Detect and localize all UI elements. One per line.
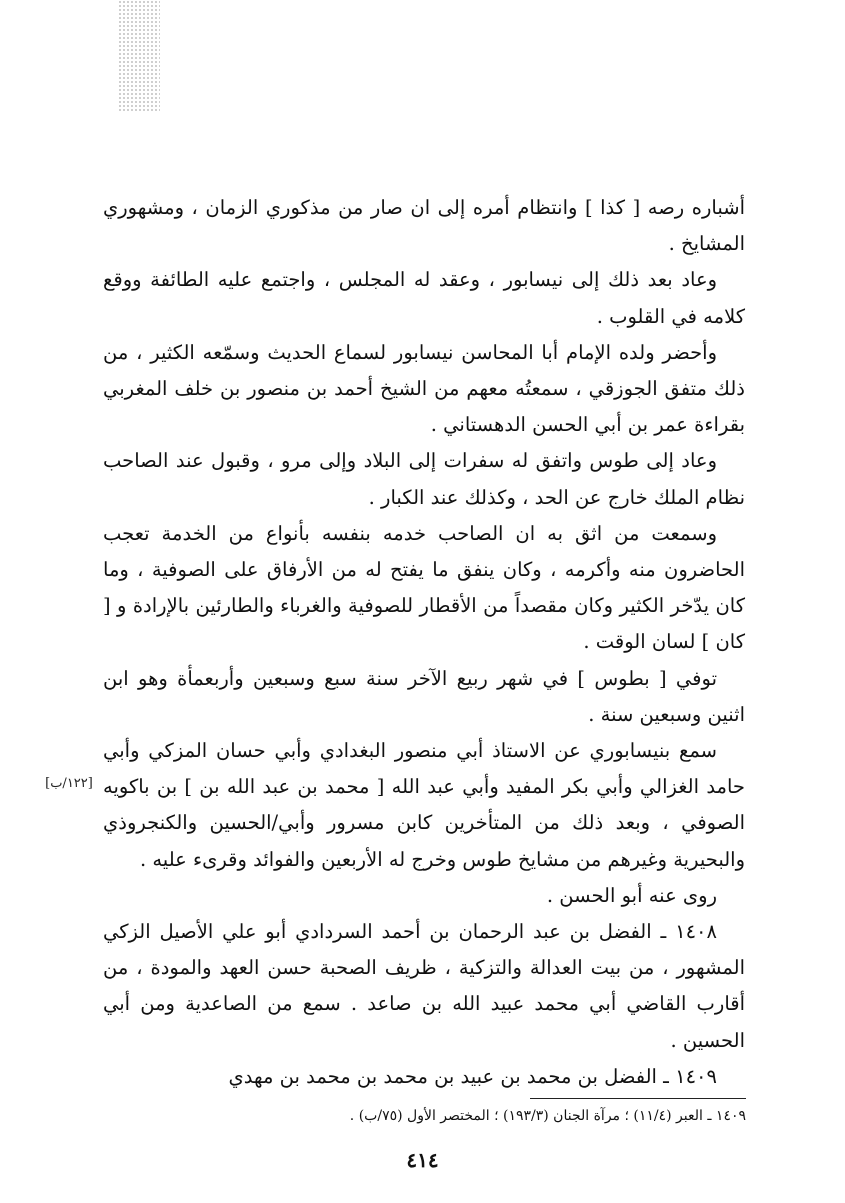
paragraph: وسمعت من اثق به ان الصاحب خدمه بنفسه بأنواع من الخدمة تعجب الحاضرون منه وأكرمه ، وكان ينفق ما يفتح له من الأرفاق على الصوفية ، وما كان يدّخر الكثير وكان مقصداً من الأقطار للصوفية والغرباء والطارئين بالإرادة و [ كان ] لسان الوقت . — [103, 521, 745, 654]
footnote-divider — [530, 1098, 746, 1099]
main-text — [103, 190, 745, 1095]
entry-1408: ١٤٠٨ ـ الفضل بن عبد الرحمان بن أحمد السردادي أبو علي الأصيل الزكي المشهور ، من بيت العدالة والتزكية ، ظريف الصحبة حسن العهد والمودة ، من أقارب القاضي أبي محمد عبيد الله بن صاعد . سمع من الصاعدية ومن أبي الحسين . — [103, 920, 745, 1052]
footnote: ١٤٠٩ ـ العبر (١١/٤) ؛ مرآة الجنان (١٩٣/٣) ؛ المختصر الأول (٧٥/ب) . — [349, 1108, 746, 1124]
paragraph: وأحضر ولده الإمام أبا المحاسن نيسابور لسماع الحديث وسمّعه الكثير ، من ذلك متفق الجوزقي ، سمعتُه معهم من الشيخ أحمد بن منصور بن خلف المغربي بقراءة عمر بن أبي الحسن الدهستاني . — [103, 340, 745, 437]
paragraph: وعاد إلى طوس واتفق له سفرات إلى البلاد وإلى مرو ، وقبول عند الصاحب نظام الملك خارج عن الحد ، وكذلك عند الكبار . — [103, 449, 745, 509]
page-number: ٤١٤ — [406, 1148, 439, 1172]
margin-folio-note: [١٢٢/ب] — [45, 776, 93, 791]
paragraph: سمع بنيسابوري عن الاستاذ أبي منصور البغدادي وأبي حسان المزكي وأبي حامد الغزالي وأبي بكر المفيد وأبي عبد الله [ محمد بن عبد الله بن ] بن باكويه الصوفي ، وبعد ذلك من المتأخرين كابن مسرور وأبي/الحسين والكنجروذي والبحيرية وغيرهم من مشايخ طوس وخرج له الأربعين والفوائد وقرىء عليه . — [103, 739, 745, 871]
paragraph: أشباره رصه [ كذا ] وانتظام أمره إلى ان صار من مذكوري الزمان ، ومشهوري المشايخ . — [103, 196, 745, 256]
scan-artifact — [118, 0, 160, 112]
paragraph: وعاد بعد ذلك إلى نيسابور ، وعقد له المجلس ، واجتمع عليه الطائفة ووقع كلامه في القلوب . — [103, 268, 745, 328]
entry-1409: ١٤٠٩ ـ الفضل بن محمد بن عبيد بن محمد بن محمد بن مهدي — [228, 1064, 717, 1088]
paragraph: روى عنه أبو الحسن . — [546, 883, 717, 907]
paragraph: توفي [ بطوس ] في شهر ربيع الآخر سنة سبع وسبعين وأربعمأة وهو ابن اثنين وسبعين سنة . — [103, 666, 745, 726]
